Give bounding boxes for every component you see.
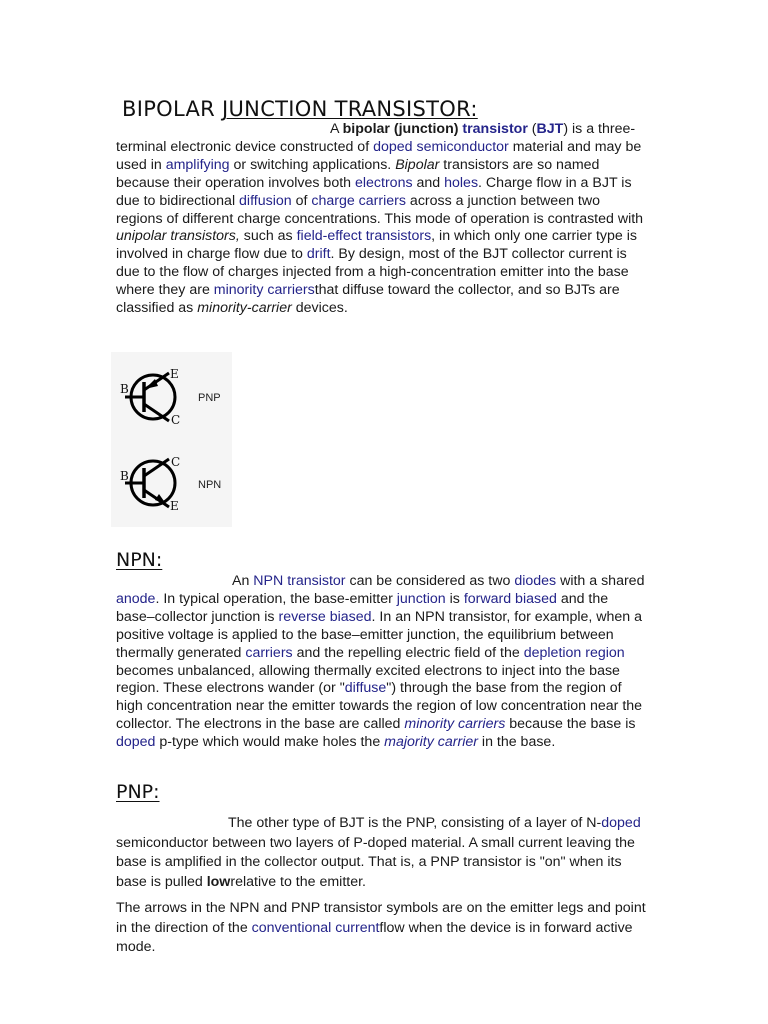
link-diffusion[interactable]: diffusion — [239, 192, 292, 209]
pnp-heading: PNP: — [116, 781, 160, 803]
link-drift[interactable]: drift — [306, 246, 331, 263]
link-conventional-current[interactable]: conventional current — [251, 919, 380, 936]
arrows-text: flow when the device is in forward active mode. — [116, 919, 633, 956]
intro-text: such as — [239, 228, 297, 245]
intro-text: devices. — [291, 300, 348, 317]
npn-text: can be considered as two — [345, 573, 515, 589]
pnp-label: PNP — [198, 392, 221, 404]
link-forward-biased[interactable]: forward biased — [463, 590, 557, 607]
pnp-bold-low: low — [206, 873, 231, 890]
pnp-pin-c: C — [171, 413, 181, 427]
link-field-effect-transistors[interactable]: field-effect transistors — [296, 228, 432, 245]
link-semiconductor[interactable]: semiconductor — [416, 138, 509, 155]
page-title — [122, 96, 478, 122]
bjt-abbreviation[interactable]: BJT — [536, 121, 564, 137]
npn-label: NPN — [198, 479, 222, 491]
npn-paragraph — [116, 573, 650, 752]
intro-text: across a junction between two regions of different charge concentrations. This mode of operation is contrasted with — [116, 192, 644, 227]
npn-text: . In an NPN transistor, for example, when a positive voltage is applied to the base–emitter junction, the equilibrium between thermally generated — [116, 608, 643, 661]
intro-text: . Charge flow in a BJT is due to bidirectional — [116, 174, 632, 209]
intro-text: material and may be used in — [116, 138, 642, 173]
npn-text: with a shared — [556, 573, 645, 589]
arrows-paragraph — [116, 899, 650, 958]
intro-italic-term: minority-carrier — [197, 300, 292, 317]
link-minority-carriers[interactable]: minority carriers — [213, 282, 315, 299]
npn-text: because the base is — [505, 716, 636, 733]
npn-heading: NPN: — [116, 549, 163, 571]
pnp-pin-e: E — [170, 367, 179, 381]
title-underlined: JUNCTION TRANSISTOR: — [222, 97, 478, 121]
link-diodes[interactable]: diodes — [514, 573, 557, 589]
transistor-symbols-svg — [111, 352, 232, 527]
npn-text: and the repelling electric field of the — [292, 644, 524, 661]
intro-text: transistors are so named because their operation involves both — [116, 156, 600, 191]
link-transistor[interactable]: transistor — [462, 121, 528, 137]
npn-text: An — [232, 573, 254, 589]
link-npn-transistor[interactable]: NPN transistor — [253, 573, 346, 589]
link-amplifying[interactable]: amplifying — [165, 156, 230, 173]
npn-text: . In typical operation, the base-emitter — [155, 590, 397, 607]
link-diffuse[interactable]: diffuse — [344, 680, 387, 697]
npn-pin-c: C — [171, 455, 181, 469]
npn-text: is — [445, 590, 464, 607]
npn-text: becomes unbalanced, allowing thermally excited electrons to inject into the base region. These electrons wander (or " — [116, 662, 620, 697]
arrows-text: The arrows in the NPN and PNP transistor symbols are on the emitter legs and point in the direction of the — [116, 900, 646, 936]
npn-pin-b: B — [120, 469, 129, 483]
intro-italic-term: unipolar transistors, — [116, 228, 240, 245]
pnp-text: relative to the emitter. — [230, 873, 366, 890]
pnp-paragraph — [116, 814, 650, 892]
link-electrons[interactable]: electrons — [354, 174, 413, 191]
title-prefix: BIPOLAR — [122, 97, 223, 121]
intro-text: . By design, most of the BJT collector current is due to the flow of charges injected from a high-concentration emitter into the base where they are — [116, 246, 629, 299]
transistor-symbols-figure — [111, 352, 232, 527]
pnp-pin-b: B — [120, 382, 129, 396]
npn-text: p-type which would make holes the — [155, 734, 385, 751]
pnp-text: semiconductor between two layers of P-doped material. A small current leaving the base is amplified in the collector output. That is, a PNP transistor is "on" when its base is pulled — [116, 834, 635, 890]
link-reverse-biased[interactable]: reverse biased — [278, 608, 372, 625]
npn-text: and the base–collector junction is — [116, 590, 609, 625]
intro-text: ) is a three-terminal electronic device constructed of — [116, 121, 636, 155]
pnp-text: The other type of BJT is the PNP, consisting of a layer of N- — [228, 815, 602, 831]
npn-symbol-icon — [120, 455, 180, 513]
intro-text: and — [412, 174, 445, 191]
intro-text: , in which only one carrier type is involved in charge flow due to — [116, 228, 637, 263]
npn-text: in the base. — [477, 734, 556, 751]
intro-text: A — [330, 121, 343, 137]
intro-text: ( — [527, 121, 537, 137]
link-carriers[interactable]: carriers — [245, 644, 293, 661]
intro-text: that diffuse toward the collector, and so BJTs are classified as — [116, 282, 620, 317]
link-anode[interactable]: anode — [116, 590, 156, 607]
intro-italic-term: Bipolar — [395, 156, 440, 173]
intro-bold-term: bipolar (junction) — [342, 121, 463, 137]
link-minority-carriers[interactable]: minority carriers — [404, 716, 506, 733]
intro-paragraph — [116, 121, 650, 318]
intro-text: of — [291, 192, 312, 209]
link-charge-carriers[interactable]: charge carriers — [311, 192, 406, 209]
link-junction[interactable]: junction — [396, 590, 446, 607]
npn-pin-e: E — [170, 499, 179, 513]
link-doped[interactable]: doped — [601, 815, 641, 831]
pnp-symbol-icon — [120, 367, 180, 427]
link-majority-carrier[interactable]: majority carrier — [384, 734, 478, 751]
link-doped[interactable]: doped — [116, 734, 156, 751]
link-holes[interactable]: holes — [444, 174, 479, 191]
link-depletion-region[interactable]: depletion region — [523, 644, 625, 661]
link-doped[interactable]: doped — [373, 138, 413, 155]
intro-text: or switching applications. — [229, 156, 396, 173]
npn-text: ") through the base from the region of high concentration near the emitter towards the region of low concentration near the collector. The electrons in the base are called — [116, 680, 643, 733]
